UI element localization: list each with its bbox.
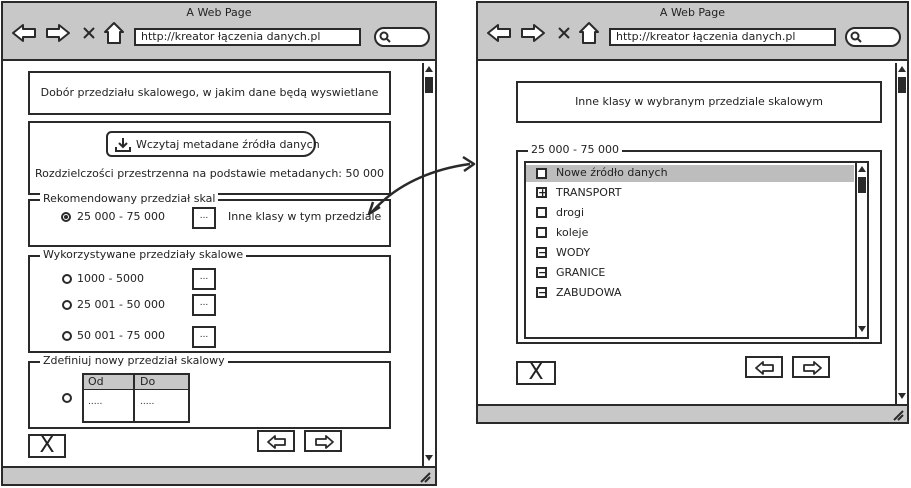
arrow-right-icon	[314, 435, 334, 449]
cancel-button[interactable]: X	[28, 434, 66, 458]
resolution-text: Rozdzielczości przestrzenna na podstawie metadanych: 50 000	[35, 167, 384, 180]
url-field[interactable]: http://kreator łączenia danych.pl	[609, 28, 836, 46]
search-field[interactable]	[845, 27, 901, 47]
back-icon[interactable]	[486, 23, 512, 43]
scroll-up-icon	[858, 166, 866, 172]
used-label-2: 25 001 - 50 000	[77, 298, 165, 311]
vertical-scrollbar[interactable]	[422, 63, 434, 466]
stop-icon[interactable]	[557, 26, 571, 40]
used-radio-3[interactable]	[62, 331, 72, 341]
used-label-3: 50 001 - 75 000	[77, 329, 165, 342]
scroll-down-icon	[898, 393, 906, 399]
list-scrollbar[interactable]	[855, 163, 867, 337]
load-metadata-button[interactable]	[106, 131, 320, 157]
home-icon[interactable]	[103, 21, 125, 45]
connector-arrow-icon	[360, 150, 490, 220]
define-radio[interactable]	[62, 393, 72, 403]
recommended-scale-group	[28, 192, 391, 247]
define-legend: Zdefiniuj nowy przedział skalowy	[40, 354, 228, 368]
scroll-thumb[interactable]	[425, 77, 433, 93]
scroll-down-icon	[858, 326, 866, 332]
used-radio-2[interactable]	[62, 300, 72, 310]
used-scales-group	[28, 248, 391, 353]
other-classes-label: Inne klasy w tym przedziale	[228, 210, 382, 223]
collapse-toggle[interactable]: −	[538, 286, 548, 299]
next-button[interactable]	[792, 356, 830, 378]
used-button-3[interactable]: ...	[192, 326, 216, 348]
recommended-more-button[interactable]: ...	[192, 207, 216, 229]
header-box	[516, 81, 882, 123]
home-icon[interactable]	[578, 21, 600, 45]
title-bar	[478, 3, 907, 61]
forward-icon[interactable]	[520, 23, 546, 43]
recommended-range: 25 000 - 75 000	[77, 210, 165, 223]
item-label: koleje	[556, 226, 589, 239]
scroll-thumb[interactable]	[898, 77, 906, 93]
browser-window-right	[476, 1, 909, 424]
resize-grip-icon[interactable]	[419, 471, 431, 483]
metadata-box	[28, 121, 391, 195]
range-table	[82, 373, 190, 423]
cancel-button[interactable]: X	[516, 361, 556, 385]
to-input[interactable]: .....	[140, 397, 155, 407]
search-icon	[850, 31, 862, 43]
load-metadata-label: Wczytaj metadane źródła danych	[136, 138, 320, 151]
used-label-1: 1000 - 5000	[77, 272, 144, 285]
item-checkbox[interactable]	[536, 207, 547, 218]
list-item[interactable]	[526, 264, 854, 282]
arrow-right-icon	[802, 361, 822, 375]
window-title: A Web Page	[659, 6, 726, 19]
classes-group	[516, 143, 882, 344]
resize-grip-icon[interactable]	[892, 409, 904, 421]
item-label: WODY	[556, 246, 591, 259]
scroll-thumb[interactable]	[858, 177, 866, 193]
table-divider	[133, 375, 135, 421]
scroll-down-icon	[425, 455, 433, 461]
used-button-2[interactable]: ...	[192, 294, 216, 316]
header-text: Dobór przedziału skalowego, w jakim dane będą wyswietlane	[40, 86, 379, 99]
title-bar	[3, 3, 435, 61]
prev-button[interactable]	[257, 430, 295, 452]
browser-window-left	[1, 1, 437, 486]
item-label: Nowe źródło danych	[556, 166, 668, 179]
prev-button[interactable]	[745, 356, 783, 378]
item-label: drogi	[556, 206, 585, 219]
search-field[interactable]	[374, 27, 430, 47]
stop-icon[interactable]	[82, 26, 96, 40]
status-bar	[478, 404, 907, 422]
header-box	[28, 71, 391, 115]
arrow-left-icon	[755, 361, 775, 375]
search-icon	[379, 31, 391, 43]
group-legend: 25 000 - 75 000	[528, 143, 622, 157]
scroll-up-icon	[425, 66, 433, 72]
item-label: ZABUDOWA	[556, 286, 622, 299]
next-button[interactable]	[304, 430, 342, 452]
classes-list	[524, 161, 869, 339]
list-item[interactable]	[526, 284, 854, 302]
header-text: Inne klasy w wybranym przedziale skalowym	[575, 95, 823, 108]
col-to-header: Do	[140, 375, 156, 388]
list-item[interactable]	[526, 184, 854, 202]
download-icon	[114, 137, 132, 153]
list-item[interactable]	[526, 244, 854, 262]
arrow-left-icon	[267, 435, 287, 449]
col-from-header: Od	[88, 375, 104, 388]
item-checkbox[interactable]	[536, 168, 547, 179]
recommended-radio[interactable]	[61, 212, 71, 222]
used-legend: Wykorzystywane przedziały skalowe	[40, 248, 246, 262]
recommended-legend: Rekomendowany przedział skal	[40, 192, 218, 206]
url-field[interactable]: http://kreator łączenia danych.pl	[134, 28, 361, 46]
forward-icon[interactable]	[45, 23, 71, 43]
used-radio-1[interactable]	[62, 274, 72, 284]
scroll-up-icon	[898, 66, 906, 72]
used-button-1[interactable]: ...	[192, 268, 216, 290]
back-icon[interactable]	[11, 23, 37, 43]
collapse-toggle[interactable]: −	[538, 246, 548, 259]
define-scale-group	[28, 354, 391, 429]
list-item[interactable]	[526, 224, 854, 242]
status-bar	[3, 466, 435, 484]
item-checkbox[interactable]	[536, 227, 547, 238]
item-label: GRANICE	[556, 266, 606, 279]
list-item[interactable]	[526, 204, 854, 222]
item-label: TRANSPORT	[556, 186, 622, 199]
from-input[interactable]: .....	[88, 397, 103, 407]
list-item-selected[interactable]	[526, 165, 854, 182]
window-title: A Web Page	[186, 6, 252, 19]
collapse-toggle[interactable]: −	[538, 266, 548, 279]
vertical-scrollbar[interactable]	[895, 63, 907, 404]
expand-toggle[interactable]: +	[538, 186, 548, 199]
